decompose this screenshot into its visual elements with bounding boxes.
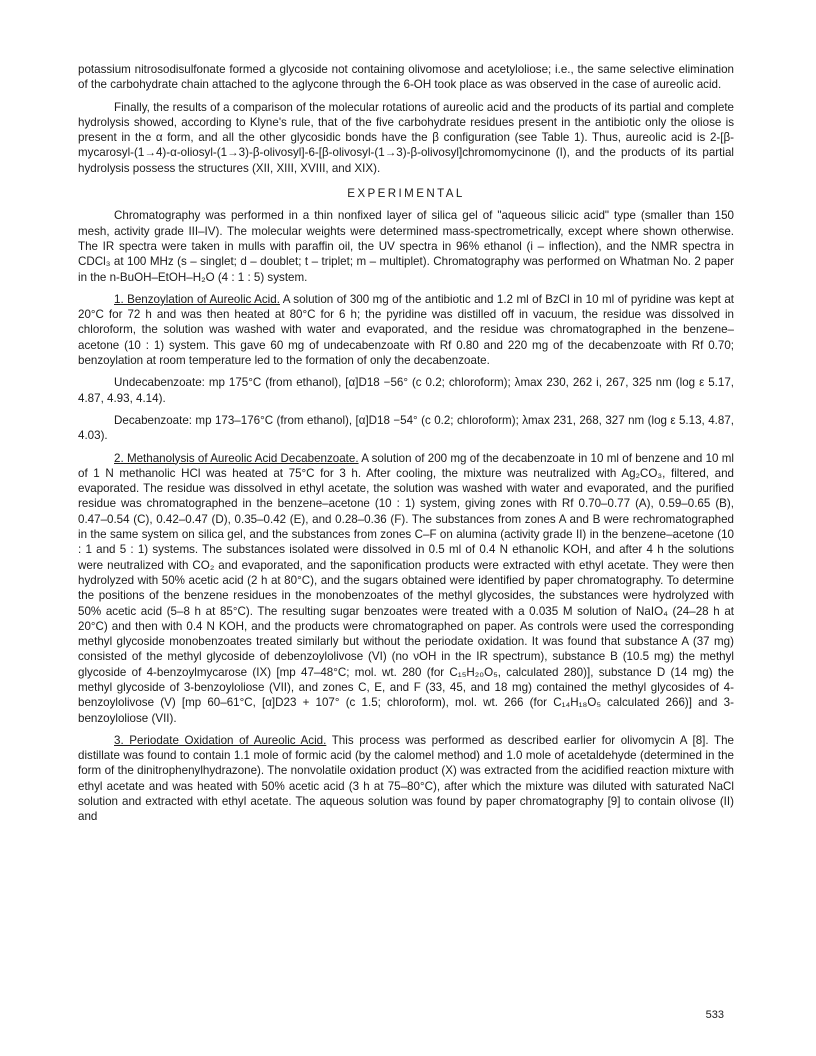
paragraph-continuation: potassium nitrosodisulfonate formed a glycoside not containing olivomose and acetyloliose; i.e., the same selective elimination of the carbohydrate chain attached to the aglycone through the 6-OH took place as was observed in the case of aureolic acid. xyxy=(78,63,734,92)
section-title-periodate: 3. Periodate Oxidation of Aureolic Acid. xyxy=(114,733,327,747)
paragraph-benzoylation xyxy=(78,292,734,368)
section-body-periodate: This process was performed as described earlier for olivomycin A [8]. The distillate was found to contain 1.1 mole of formic acid (by the calomel method) and 1.0 mole of acetaldehyde (determined in the form of the dinitrophenylhydrazone). The nonvolatile oxidation product (X) was extracted from the acidified reaction mixture with ethyl acetate and was heated with 50% acetic acid (3 h at 75–80°C), after which the mixture was diluted with saturated NaCl solution and extracted with ethyl acetate. The aqueous solution was found by paper chromatography [9] to contain olivose (II) and xyxy=(78,733,734,824)
section-body-methanolysis: A solution of 200 mg of the decabenzoate in 10 ml of benzene and 10 ml of 1 N methanolic HCl was heated at 75°C for 3 h. After cooling, the mixture was neutralized with Ag₂CO₃, filtered, and evaporated. The residue was dissolved in ethyl acetate, the solution was washed with water and evaporated, and the purified residue was chromatographed in the benzene–acetone (10 : 1) system, giving zones with Rf 0.70–0.77 (A), 0.59–0.65 (B), 0.47–0.54 (C), 0.42–0.47 (D), 0.35–0.42 (E), and 0.28–0.36 (F). The substances from zones A and B were rechromatographed in the same system on silica gel, and the substances from zones C–F on alumina (activity grade II) in the benzene–acetone (10 : 1 and 5 : 1) systems. The substances isolated were dissolved in 0.5 ml of 0.4 N ethanolic KOH, and after 4 h the solutions were neutralized with CO₂ and evaporated, and the saponification products were extracted with ethyl acetate. They were then hydrolyzed with 50% acetic acid (2 h at 80°C), and the sugars obtained were identified by paper chromatography. To determine the positions of the benzene residues in the monobenzoates of the methyl glycosides, the substances were hydrolyzed with 50% acetic acid (5–8 h at 85°C). The resulting sugar benzoates were treated with a 0.035 M solution of NaIO₄ (24–28 h at 20°C) and then with 0.4 N KOH, and the products were chromatographed on paper. As controls were used the corresponding methyl glycoside monobenzoates treated similarly but without the periodate oxidation. It was found that substance A (37 mg) consisted of the methyl glycoside of debenzoylolivose (VI) (no νOH in the IR spectrum), substance B (10.5 mg) the methyl glycoside of 4-benzoylmycarose (IX) [mp 47–48°C; mol. wt. 280 (for C₁₅H₂₀O₅, calculated 280)], substance D (14 mg) the methyl glycoside of 3-benzoyloliose (VII), and zones C, E, and F (33, 45, and 18 mg) contained the methyl glycosides of 4-benzoylolivose (V) [mp 60–61°C, [α]D23 + 107° (c 1.5; chloroform), mol. wt. 266 (for C₁₄H₁₈O₅ calculated 266)] and 3-benzoyloliose (VII). xyxy=(78,451,734,725)
paragraph-undecabenzoate: Undecabenzoate: mp 175°C (from ethanol), [α]D18 −56° (c 0.2; chloroform); λmax 230, 262 i, 267, 325 nm (log ε 5.17, 4.87, 4.93, 4.14). xyxy=(78,376,734,405)
paragraph-experimental-intro: Chromatography was performed in a thin nonfixed layer of silica gel of "aqueous silicic acid" type (smaller than 150 mesh, activity grade III–IV). The molecular weights were determined mass-spectrometrically, except where shown otherwise. The IR spectra were taken in mulls with paraffin oil, the UV spectra in 96% ethanol (i – inflection), and the NMR spectra in CDCl₃ at 100 MHz (s – singlet; d – doublet; t – triplet; m – multiplet). Chromatography was performed on Whatman No. 2 paper in the n-BuOH–EtOH–H₂O (4 : 1 : 5) system. xyxy=(78,209,734,284)
section-title-benzoylation: 1. Benzoylation of Aureolic Acid. xyxy=(114,292,280,306)
page-number: 533 xyxy=(705,1009,724,1021)
section-heading-experimental: EXPERIMENTAL xyxy=(347,187,465,201)
paper-page xyxy=(78,62,734,832)
paragraph-periodate-oxidation xyxy=(78,733,734,825)
section-title-methanolysis: 2. Methanolysis of Aureolic Acid Decabenzoate. xyxy=(114,451,359,465)
section-body-benzoylation: A solution of 300 mg of the antibiotic and 1.2 ml of BzCl in 10 ml of pyridine was kept at 20°C for 72 h and was then heated at 80°C for 6 h; the pyridine was distilled off in vacuum, the residue was dissolved in chloroform, the solution was washed with water and evaporated, and the residue was chromatographed in the benzene–acetone (10 : 1) system. This gave 60 mg of undecabenzoate with Rf 0.80 and 220 mg of the decabenzoate with Rf 0.70; benzoylation at room temperature led to the formation of only the decabenzoate. xyxy=(78,292,734,368)
paragraph-conclusion: Finally, the results of a comparison of the molecular rotations of aureolic acid and the products of its partial and complete hydrolysis showed, according to Klyne's rule, that of the five carbohydrate residues present in the antibiotic only the oliose is present in the α form, and all the other glycosidic bonds have the β configuration (see Table 1). Thus, aureolic acid is 2-[β-mycarosyl-(1→4)-α-oliosyl-(1→3)-β-olivosyl]-6-[β-olivosyl-(1→3)-β-olivosyl]chromomycinone (I), and the products of its partial hydrolysis possess the structures (XII, XIII, XVIII, and XIX). xyxy=(78,100,734,175)
paragraph-decabenzoate: Decabenzoate: mp 173–176°C (from ethanol), [α]D18 −54° (c 0.2; chloroform); λmax 231, 268, 327 nm (log ε 5.13, 4.87, 4.03). xyxy=(78,413,734,443)
paragraph-methanolysis xyxy=(78,451,734,726)
